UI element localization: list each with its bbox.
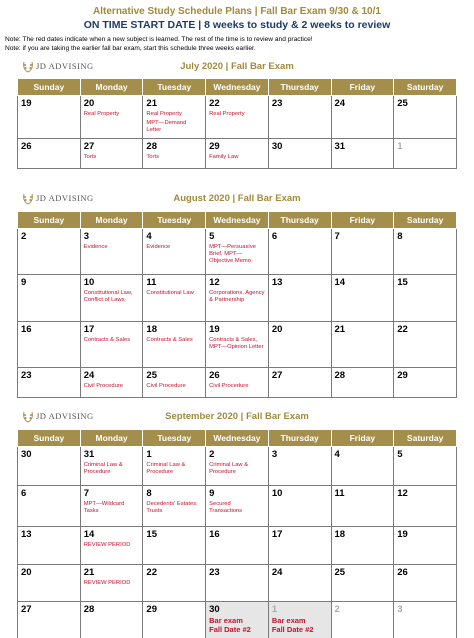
day-number: 7 xyxy=(83,488,89,499)
day-cell xyxy=(143,368,206,398)
day-number: 5 xyxy=(209,231,215,242)
day-number: 22 xyxy=(209,98,220,109)
day-number: 25 xyxy=(146,370,157,381)
day-cell xyxy=(394,368,457,398)
weekday-header-row xyxy=(18,212,457,229)
subject-label: Torts xyxy=(146,154,159,160)
weekday-header-wednesday: Wednesday xyxy=(206,212,269,229)
logo-text: JD ADVISING xyxy=(36,411,94,421)
page-subtitle: ON TIME START DATE | 8 weeks to study & 2 weeks to review xyxy=(83,19,391,31)
subject-label: Criminal Law & Procedure xyxy=(83,462,123,475)
day-number: 21 xyxy=(83,567,95,578)
day-cell xyxy=(143,322,206,368)
day-number: 1 xyxy=(271,604,278,615)
weekday-header-friday: Friday xyxy=(331,430,394,447)
day-number: 12 xyxy=(397,488,408,499)
day-number: 2 xyxy=(334,604,340,615)
day-number: 7 xyxy=(334,231,340,242)
day-cell xyxy=(80,229,143,275)
day-cell xyxy=(331,486,394,527)
day-cell xyxy=(143,96,206,139)
day-cell xyxy=(206,368,269,398)
weekday-header-monday: Monday xyxy=(80,79,143,96)
weekday-header-tuesday: Tuesday xyxy=(143,79,206,96)
day-number: 6 xyxy=(271,231,278,242)
day-cell xyxy=(18,96,81,139)
day-cell xyxy=(331,275,394,322)
day-number: 26 xyxy=(397,567,408,578)
week-row xyxy=(18,139,457,169)
day-cell xyxy=(206,527,269,565)
day-number: 24 xyxy=(271,567,283,578)
day-number: 3 xyxy=(397,604,403,615)
week-row xyxy=(18,486,457,527)
day-number: 23 xyxy=(21,370,32,381)
subject-label: Constitutional Law xyxy=(146,290,194,296)
day-number: 5 xyxy=(397,449,403,460)
subject-label: Contracts & Sales xyxy=(146,337,193,343)
day-cell xyxy=(80,447,143,486)
logo-text: JD ADVISING xyxy=(36,61,94,71)
day-cell xyxy=(18,447,81,486)
month-title: September 2020 | Fall Bar Exam xyxy=(165,411,309,422)
day-number: 24 xyxy=(83,370,95,381)
day-cell xyxy=(143,565,206,602)
day-number: 27 xyxy=(271,370,283,381)
day-number: 13 xyxy=(21,529,32,540)
weekday-header-thursday: Thursday xyxy=(268,79,331,96)
day-cell xyxy=(394,565,457,602)
day-cell xyxy=(268,486,331,527)
day-cell xyxy=(268,565,331,602)
week-row xyxy=(18,275,457,322)
day-number: 16 xyxy=(21,324,32,335)
day-cell xyxy=(331,96,394,139)
day-cell xyxy=(394,486,457,527)
day-number: 23 xyxy=(271,98,283,109)
day-cell xyxy=(268,447,331,486)
subject-label: Contracts & Sales, MPT—Opinion Letter xyxy=(209,337,264,350)
day-cell xyxy=(331,602,394,638)
subject-label: MPT—Wildcard Tasks xyxy=(83,501,125,514)
day-cell xyxy=(331,447,394,486)
subject-label: Corporations, Agency & Partnership xyxy=(209,290,265,303)
day-number: 10 xyxy=(83,277,95,288)
day-number: 21 xyxy=(334,324,346,335)
subject-label: Fall Date #2 xyxy=(271,625,314,634)
day-number: 23 xyxy=(209,567,220,578)
subject-label: Decedents' Estates, Trusts xyxy=(146,501,198,514)
day-number: 26 xyxy=(21,141,32,152)
day-cell xyxy=(394,322,457,368)
day-number: 29 xyxy=(146,604,157,615)
subject-label: Bar exam xyxy=(271,616,306,625)
weekday-header-friday: Friday xyxy=(331,212,394,229)
day-cell xyxy=(331,527,394,565)
day-cell xyxy=(206,229,269,275)
day-cell xyxy=(80,527,143,565)
weekday-header-saturday: Saturday xyxy=(394,430,457,447)
day-cell xyxy=(331,229,394,275)
subject-label: Constitutional Law, Conflict of Laws xyxy=(83,290,133,303)
day-cell xyxy=(268,96,331,139)
day-cell xyxy=(394,602,457,638)
weekday-header-tuesday: Tuesday xyxy=(143,430,206,447)
week-row xyxy=(18,565,457,602)
day-number: 28 xyxy=(83,604,95,615)
note-red-dates: Note: The red dates indicate when a new subject is learned. The rest of the time is to review and practice! xyxy=(5,36,313,43)
day-cell xyxy=(206,275,269,322)
day-number: 8 xyxy=(397,231,403,242)
day-number: 31 xyxy=(83,449,95,460)
day-number: 20 xyxy=(271,324,283,335)
weekday-header-saturday: Saturday xyxy=(394,212,457,229)
month-title: August 2020 | Fall Bar Exam xyxy=(173,193,301,204)
day-number: 25 xyxy=(334,567,346,578)
weekday-header-sunday: Sunday xyxy=(18,430,81,447)
day-number: 10 xyxy=(271,488,283,499)
day-cell xyxy=(331,322,394,368)
day-cell xyxy=(394,229,457,275)
month-calendar xyxy=(17,429,457,638)
note-earlier-exam: Note: if you are taking the earlier fall bar exam, start this schedule three weeks earlier. xyxy=(5,45,256,52)
day-number: 27 xyxy=(21,604,32,615)
day-number: 14 xyxy=(334,277,346,288)
weekday-header-row xyxy=(18,430,457,447)
weekday-header-saturday: Saturday xyxy=(394,79,457,96)
day-cell xyxy=(268,229,331,275)
day-cell xyxy=(80,275,143,322)
day-cell xyxy=(80,368,143,398)
week-row xyxy=(18,602,457,638)
day-cell xyxy=(394,96,457,139)
day-cell xyxy=(206,602,269,638)
subject-label: Civil Procedure xyxy=(83,383,124,389)
day-cell xyxy=(18,139,81,169)
day-number: 18 xyxy=(146,324,157,335)
day-cell xyxy=(80,565,143,602)
day-number: 17 xyxy=(83,324,95,335)
day-cell xyxy=(143,447,206,486)
weekday-header-monday: Monday xyxy=(80,430,143,447)
subject-label: Real Property xyxy=(146,111,182,117)
subject-label: Real Property xyxy=(83,111,120,117)
week-row xyxy=(18,322,457,368)
day-number: 25 xyxy=(397,98,408,109)
day-cell xyxy=(18,322,81,368)
day-number: 22 xyxy=(146,567,157,578)
day-cell xyxy=(331,139,394,169)
day-number: 13 xyxy=(271,277,283,288)
subject-label: Fall Date #2 xyxy=(209,625,251,634)
day-cell xyxy=(80,486,143,527)
day-cell xyxy=(268,139,331,169)
day-cell xyxy=(206,486,269,527)
subject-label: Bar exam xyxy=(209,616,243,625)
subject-label: Real Property xyxy=(209,111,245,117)
day-number: 30 xyxy=(271,141,283,152)
day-number: 4 xyxy=(334,449,340,460)
subject-label: Secured Transactions xyxy=(209,501,243,514)
month-calendar xyxy=(17,78,457,169)
day-number: 20 xyxy=(83,98,95,109)
weekday-header-wednesday: Wednesday xyxy=(206,79,269,96)
week-row xyxy=(18,527,457,565)
weekday-header-sunday: Sunday xyxy=(18,79,81,96)
day-cell xyxy=(268,527,331,565)
subject-label: Evidence xyxy=(83,244,108,250)
day-number: 15 xyxy=(397,277,408,288)
day-cell xyxy=(394,275,457,322)
day-number: 29 xyxy=(397,370,408,381)
day-cell xyxy=(268,322,331,368)
day-number: 20 xyxy=(21,567,32,578)
week-row xyxy=(18,96,457,139)
day-number: 6 xyxy=(21,488,27,499)
day-number: 14 xyxy=(83,529,95,540)
weekday-header-thursday: Thursday xyxy=(268,430,331,447)
weekday-header-tuesday: Tuesday xyxy=(143,212,206,229)
day-number: 1 xyxy=(146,449,152,460)
day-number: 30 xyxy=(209,604,220,615)
month-calendar xyxy=(17,211,457,398)
day-number: 18 xyxy=(334,529,346,540)
day-number: 19 xyxy=(209,324,220,335)
subject-label: REVIEW PERIOD xyxy=(83,580,131,586)
page-title: Alternative Study Schedule Plans | Fall Bar Exam 9/30 & 10/1 xyxy=(93,6,381,17)
day-cell xyxy=(18,486,81,527)
day-number: 11 xyxy=(146,277,157,288)
day-number: 21 xyxy=(146,98,157,109)
day-number: 2 xyxy=(21,231,27,242)
day-number: 4 xyxy=(146,231,152,242)
day-cell xyxy=(206,96,269,139)
weekday-header-thursday: Thursday xyxy=(268,212,331,229)
weekday-header-monday: Monday xyxy=(80,212,143,229)
subject-label: Evidence xyxy=(146,244,171,250)
day-number: 3 xyxy=(271,449,278,460)
day-number: 12 xyxy=(209,277,220,288)
day-cell xyxy=(206,139,269,169)
day-number: 29 xyxy=(209,141,220,152)
day-number: 11 xyxy=(334,488,345,499)
subject-label: Family Law xyxy=(209,154,239,160)
day-cell xyxy=(143,602,206,638)
day-number: 31 xyxy=(334,141,346,152)
day-number: 8 xyxy=(146,488,152,499)
day-cell xyxy=(331,565,394,602)
day-number: 27 xyxy=(83,141,95,152)
day-number: 24 xyxy=(334,98,346,109)
subject-label: MPT—Persuasive Brief, MPT—Objective Memo xyxy=(209,244,256,264)
day-number: 9 xyxy=(21,277,27,288)
day-cell xyxy=(18,527,81,565)
day-number: 15 xyxy=(146,529,157,540)
day-number: 28 xyxy=(146,141,157,152)
day-cell xyxy=(80,602,143,638)
subject-label: Criminal Law & Procedure xyxy=(146,462,186,475)
day-cell xyxy=(206,565,269,602)
day-cell xyxy=(18,368,81,398)
day-cell xyxy=(394,139,457,169)
week-row xyxy=(18,368,457,398)
week-row xyxy=(18,229,457,275)
subject-label: Civil Procedure xyxy=(146,383,186,389)
day-number: 17 xyxy=(271,529,283,540)
day-number: 22 xyxy=(397,324,408,335)
day-cell xyxy=(143,527,206,565)
day-cell xyxy=(331,368,394,398)
logo-text: JD ADVISING xyxy=(36,193,94,203)
day-cell xyxy=(143,139,206,169)
weekday-header-friday: Friday xyxy=(331,79,394,96)
weekday-header-sunday: Sunday xyxy=(18,212,81,229)
day-cell xyxy=(268,275,331,322)
day-cell xyxy=(206,447,269,486)
day-number: 28 xyxy=(334,370,346,381)
day-number: 1 xyxy=(397,141,403,152)
day-number: 16 xyxy=(209,529,220,540)
weekday-header-wednesday: Wednesday xyxy=(206,430,269,447)
day-number: 30 xyxy=(21,449,32,460)
day-cell xyxy=(18,602,81,638)
week-row xyxy=(18,447,457,486)
subject-label: REVIEW PERIOD xyxy=(83,542,131,548)
day-cell xyxy=(143,486,206,527)
day-number: 9 xyxy=(209,488,215,499)
weekday-header-row xyxy=(18,79,457,96)
day-cell xyxy=(268,602,331,638)
day-cell xyxy=(394,447,457,486)
subject-label: Torts xyxy=(83,154,97,160)
day-cell xyxy=(18,565,81,602)
day-cell xyxy=(268,368,331,398)
day-number: 19 xyxy=(21,98,32,109)
subject-label: Civil Procedure xyxy=(209,383,249,389)
day-cell xyxy=(143,229,206,275)
subject-label: MPT—Demand Letter xyxy=(146,120,187,133)
day-number: 3 xyxy=(83,231,89,242)
day-number: 2 xyxy=(209,449,215,460)
month-title: July 2020 | Fall Bar Exam xyxy=(180,61,294,72)
day-cell xyxy=(80,96,143,139)
day-cell xyxy=(394,527,457,565)
subject-label: Contracts & Sales xyxy=(83,337,131,343)
day-cell xyxy=(80,139,143,169)
day-cell xyxy=(18,275,81,322)
day-cell xyxy=(18,229,81,275)
day-number: 19 xyxy=(397,529,408,540)
day-cell xyxy=(143,275,206,322)
day-number: 26 xyxy=(209,370,220,381)
subject-label: Criminal Law & Procedure xyxy=(209,462,249,475)
day-cell xyxy=(80,322,143,368)
day-cell xyxy=(206,322,269,368)
